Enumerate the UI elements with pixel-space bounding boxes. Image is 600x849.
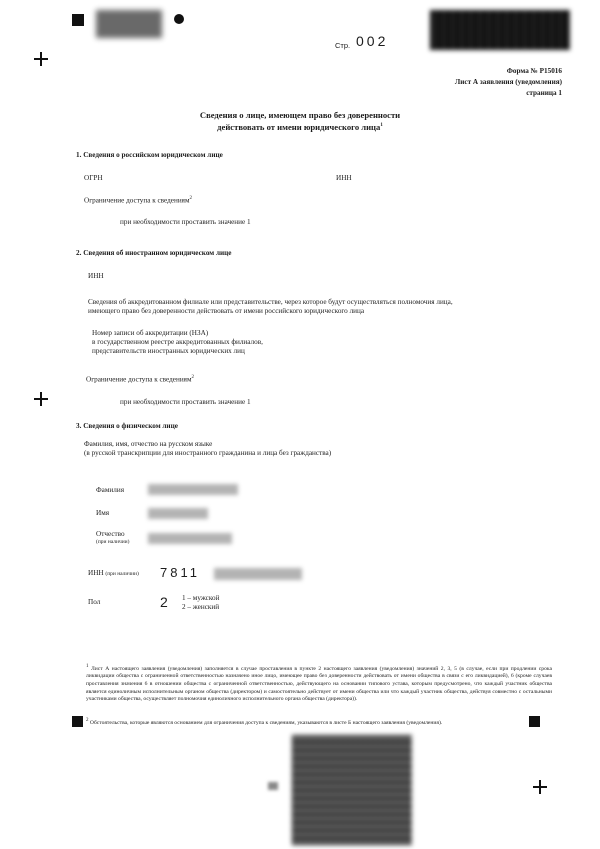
footnote-1-ref: 1 [86,664,89,669]
form-number: Форма № Р15016 [506,67,562,75]
section1-inn-label: ИНН [336,174,352,182]
person-inn-label: ИНН (при наличии) [88,569,139,577]
page-number-label: Стр. [335,41,351,50]
redacted-barcode-top-right [430,10,570,50]
person-inn-redacted-digits [214,568,302,580]
redacted-qr-code-bottom [292,735,412,845]
sex-options: 1 – мужской 2 – женский [182,594,220,611]
section1-access-label: Ограничение доступа к сведениям$^2$ [84,196,193,205]
registration-cross-middle-left [34,392,48,406]
person-inn-value: 7811 [160,565,200,580]
patronymic-label: Отчество (при наличии) [96,530,130,545]
sheet-title: Лист А заявления (уведомления) [454,78,562,86]
section2-inn-label: ИНН [88,272,104,280]
section2-access-label: Ограничение доступа к сведениям$^2$ [86,375,195,384]
patronymic-value-redacted [148,533,232,544]
name-value-redacted [148,508,208,519]
redacted-barcode-top [96,10,162,38]
section2-branch-text: Сведения об аккредитованном филиале или представительстве, через которое будут осуществляться полномочия лица, имеющего право без доверенности действовать от имени российского юридического лица [88,298,453,315]
registration-cross-bottom-right [533,780,547,794]
section1-heading: 1. Сведения о российском юридическом лице [76,151,223,159]
footnote-2 [86,718,552,727]
footnote-1-text: Лист А настоящего заявления (уведомления) заполняется в случае проставления в пункте 2 настоящего заявления (уведомления) значений 2, 3, 5 (в случае, если при продлении срока ликвидации общества с ограниченной ответственностью назначено иное лицо, имеющее право без доверенности действовать от имени общества в связи с его ликвидацией), 6 (кроме случаев проставления значения 6 в отношении общества с ограниченной ответственностью, действующего на основании типового устава, которым предусмотрено, что каждый участник общества является единоличным исполнительным органом общества (директором) и самостоятельно действует от имени общества или что каждый участник общества, действуя совместно с остальными участниками общества, осуществляет полномочия единоличного исполнительного органа общества (директора)). [86,665,552,703]
footnote-2-text: Обстоятельства, которые являются основанием для ограничения доступа к сведениям, указываются в листе Б настоящего заявления (уведомления). [89,719,443,726]
corner-marker-dot [174,14,184,24]
sex-label: Пол [88,598,101,606]
section2-heading: 2. Сведения об иностранном юридическом лице [76,249,232,257]
corner-marker-mid-left [72,716,83,727]
footnote-1 [86,664,552,704]
name-label: Имя [96,509,110,517]
corner-marker-top-left [72,14,84,26]
document-title [0,110,600,133]
section3-fio-label: Фамилия, имя, отчество на русском языке (в русской транскрипции для иностранного гражданина и лица без гражданства) [84,440,332,457]
section2-nza-label: Номер записи об аккредитации (НЗА) в государственном реестре аккредитованных филиалов, представительств иностранных юридических лиц [92,329,263,355]
section1-ogrn-label: ОГРН [84,174,103,182]
title-line-2: действовать от имени юридического лица$^1$ [217,121,383,132]
section1-access-hint: при необходимости проставить значение 1 [120,218,251,226]
surname-value-redacted [148,484,238,495]
registration-cross-top-left [34,52,48,66]
footnote-2-ref: 2 [86,718,89,723]
redacted-small-mark [268,782,278,790]
section3-heading: 3. Сведения о физическом лице [76,422,178,430]
sheet-page: страница 1 [526,89,562,97]
surname-label: Фамилия [96,486,125,494]
title-line-1: Сведения о лице, имеющем право без доверенности [199,110,401,120]
sex-value: 2 [160,594,171,610]
page-number-value: 002 [356,33,389,49]
section2-access-hint: при необходимости проставить значение 1 [120,398,251,406]
title-footnote-ref: 1 [380,122,383,128]
